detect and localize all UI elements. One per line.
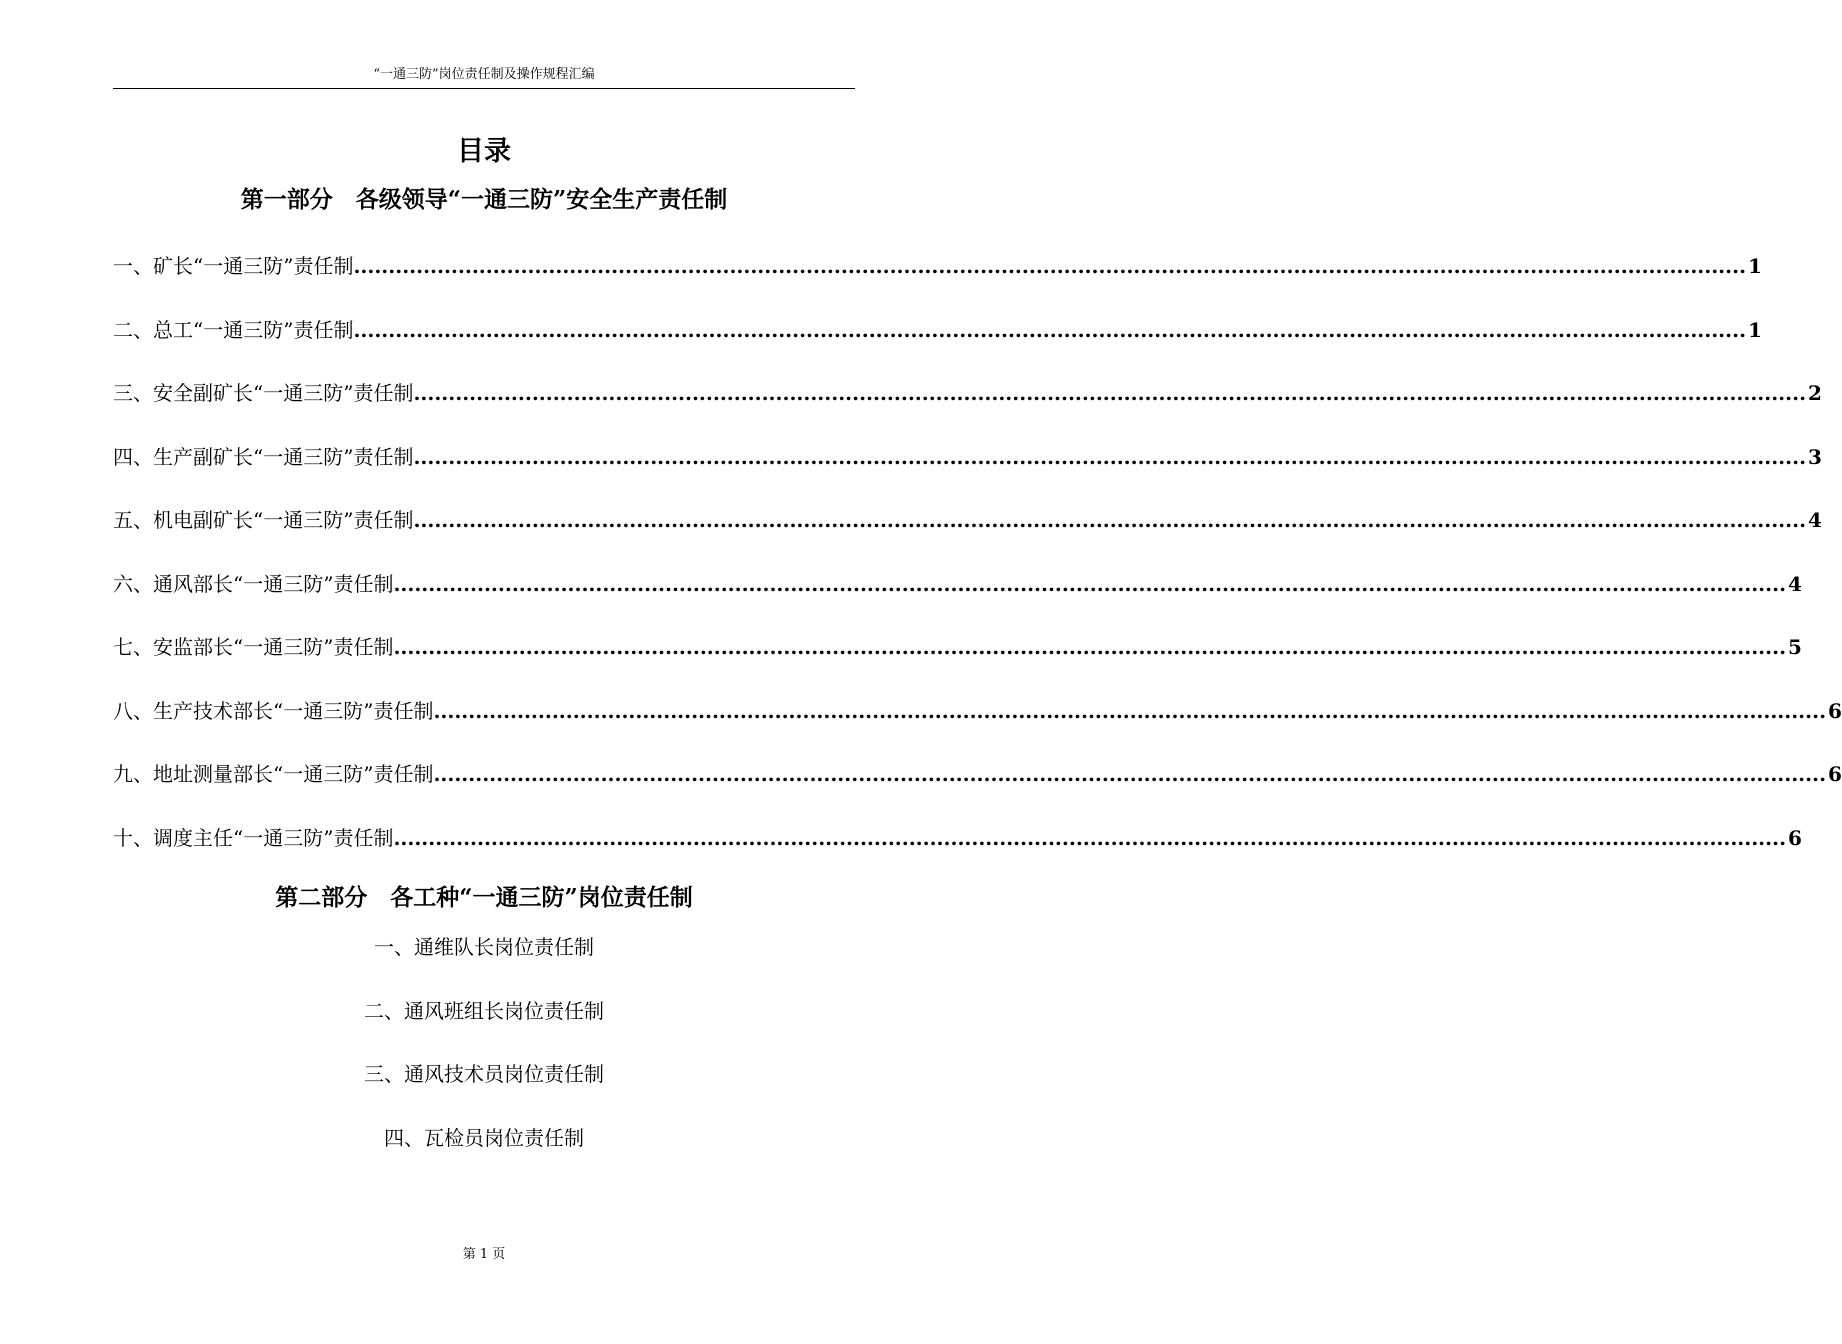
toc-dot-leader: ........................................................................................................................................................................................................	[393, 825, 1787, 850]
toc-entry-label: 三、安全副矿长“一通三防”责任制	[113, 381, 414, 405]
toc-entry-label: 六、通风部长“一通三防”责任制	[113, 571, 394, 596]
toc-entry[interactable]	[113, 313, 1762, 377]
toc-dot-leader: ........................................................................................................................................................................................................	[413, 444, 1807, 469]
toc-entry[interactable]	[113, 376, 1822, 440]
toc-entry-label: 五、机电副矿长“一通三防”责任制	[113, 508, 414, 532]
toc-dot-leader: ........................................................................................................................................................................................................	[353, 254, 1747, 278]
toc-entry[interactable]	[113, 694, 1842, 758]
toc-page-number: 6	[1828, 698, 1842, 723]
toc-dot-leader: ........................................................................................................................................................................................................	[353, 317, 1747, 342]
toc-entry[interactable]: 一、通维队长岗位责任制	[374, 935, 594, 959]
part-two-heading: 第二部分 各工种“一通三防”岗位责任制	[275, 884, 693, 911]
toc-page-number: 1	[1748, 254, 1762, 278]
toc-entry[interactable]	[113, 821, 1802, 885]
toc-page-number: 4	[1808, 508, 1822, 532]
toc-dot-leader: ........................................................................................................................................................................................................	[433, 762, 1827, 786]
toc-entry-label: 九、地址测量部长“一通三防”责任制	[113, 762, 434, 786]
running-header: “一通三防”岗位责任制及操作规程汇编	[373, 67, 595, 82]
part-one-toc-list	[113, 249, 1842, 884]
toc-entry[interactable]: 三、通风技术员岗位责任制	[364, 1062, 604, 1086]
toc-page-number: 6	[1828, 762, 1842, 786]
toc-dot-leader: ........................................................................................................................................................................................................	[393, 635, 1787, 659]
toc-entry[interactable]	[113, 567, 1802, 631]
toc-entry-label: 四、生产副矿长“一通三防”责任制	[113, 444, 414, 469]
part-two-toc-list	[113, 930, 855, 1184]
toc-entry-label: 二、总工“一通三防”责任制	[113, 317, 354, 342]
toc-page-number: 1	[1748, 317, 1762, 342]
toc-page-number: 6	[1788, 825, 1802, 850]
toc-title: 目录	[457, 136, 511, 167]
toc-entry[interactable]: 四、瓦检员岗位责任制	[384, 1125, 584, 1150]
toc-entry-label: 八、生产技术部长“一通三防”责任制	[113, 698, 434, 723]
header-rule	[113, 88, 855, 89]
toc-dot-leader: ........................................................................................................................................................................................................	[433, 698, 1827, 723]
toc-entry-label: 一、矿长“一通三防”责任制	[113, 254, 354, 278]
toc-entry[interactable]	[113, 440, 1822, 504]
toc-dot-leader: ........................................................................................................................................................................................................	[413, 381, 1807, 405]
toc-entry[interactable]	[113, 630, 1802, 694]
toc-page-number: 5	[1788, 635, 1802, 659]
toc-page-number: 2	[1808, 381, 1822, 405]
toc-entry[interactable]: 二、通风班组长岗位责任制	[364, 998, 604, 1023]
part-one-heading: 第一部分 各级领导“一通三防”安全生产责任制	[240, 186, 728, 213]
toc-entry[interactable]	[113, 503, 1822, 567]
toc-entry[interactable]	[113, 249, 1762, 313]
page-number: 第 1 页	[462, 1247, 506, 1262]
toc-entry[interactable]	[113, 757, 1842, 821]
toc-page-number: 4	[1788, 571, 1802, 596]
toc-entry-label: 十、调度主任“一通三防”责任制	[113, 825, 394, 850]
toc-entry-label: 七、安监部长“一通三防”责任制	[113, 635, 394, 659]
toc-page-number: 3	[1808, 444, 1822, 469]
toc-dot-leader: ........................................................................................................................................................................................................	[413, 508, 1807, 532]
toc-dot-leader: ........................................................................................................................................................................................................	[393, 571, 1787, 596]
